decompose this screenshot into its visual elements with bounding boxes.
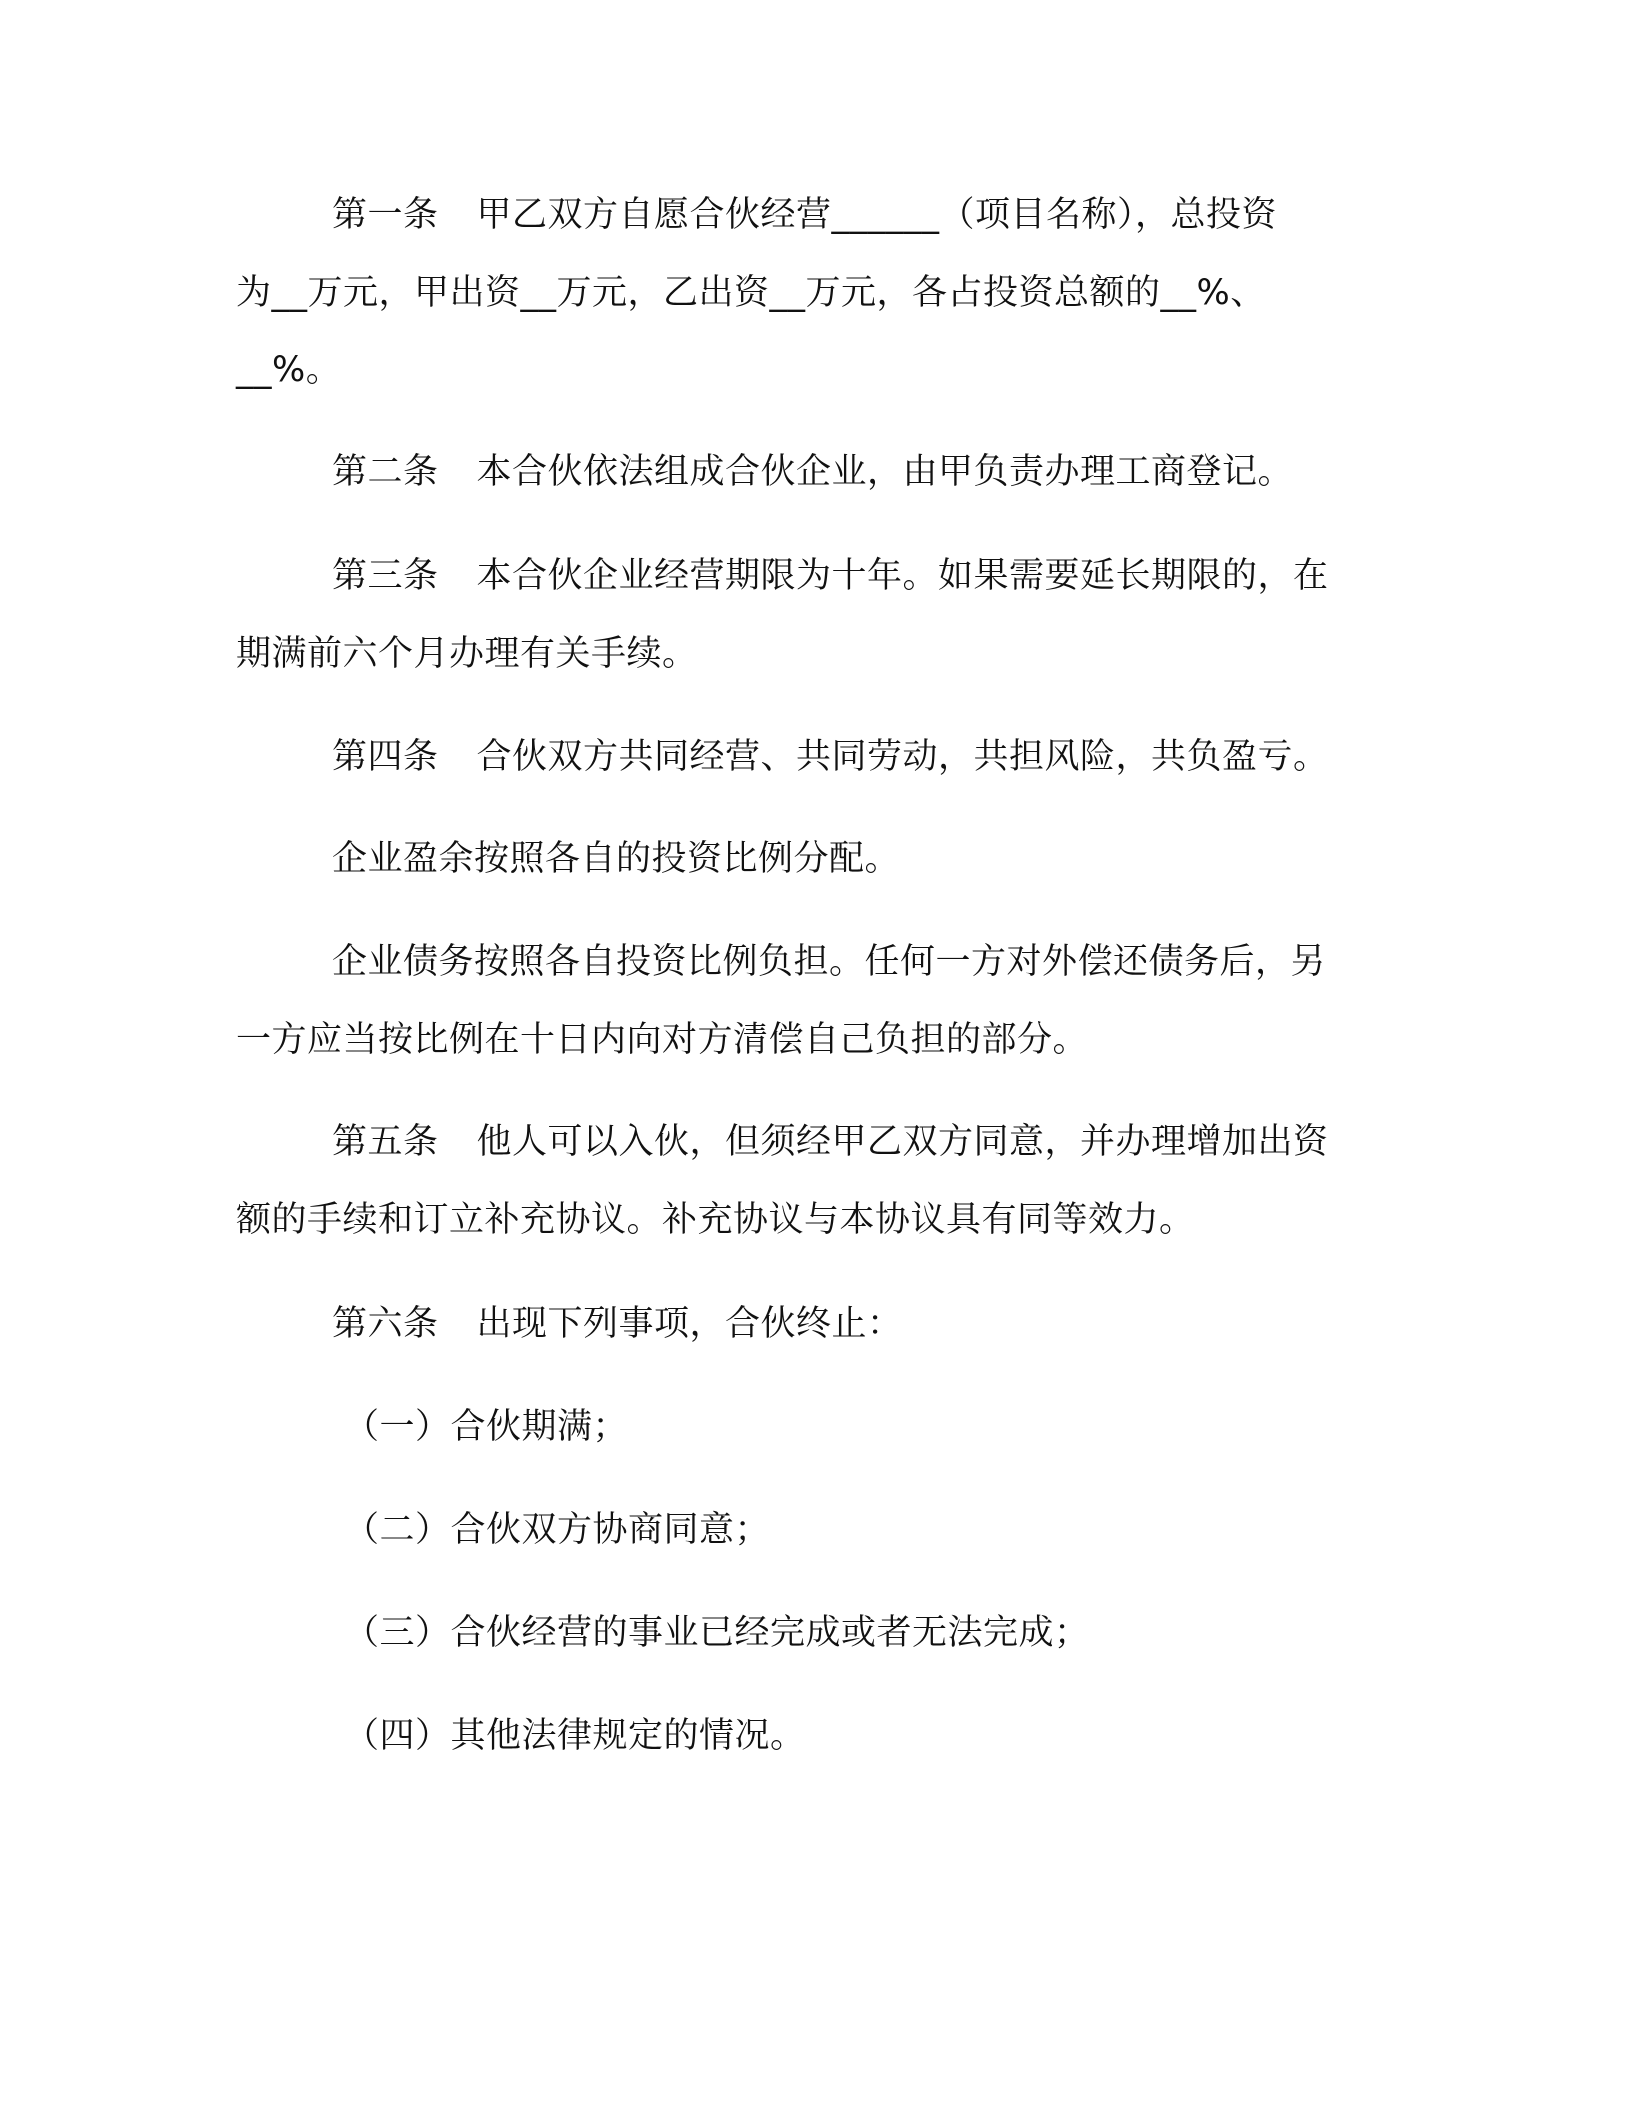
article-6-line-1 bbox=[332, 1304, 903, 1344]
article-1-line-3: __%。 bbox=[236, 350, 342, 390]
article-5-line-2: 额的手续和订立补充协议。补充协议与本协议具有同等效力。 bbox=[236, 1200, 1195, 1240]
article-6-heading: 第六条 bbox=[332, 1304, 439, 1344]
article-5-text: 他人可以入伙，但须经甲乙双方同意，并办理增加出资 bbox=[476, 1122, 1329, 1162]
article-1-line-1 bbox=[332, 195, 1278, 235]
list-item-4: （四）其他法律规定的情况。 bbox=[344, 1716, 806, 1756]
article-1-line-2: 为__万元，甲出资__万元，乙出资__万元，各占投资总额的__%、 bbox=[236, 273, 1266, 313]
article-4-heading: 第四条 bbox=[332, 737, 439, 777]
article-5-heading: 第五条 bbox=[332, 1122, 439, 1162]
article-3-heading: 第三条 bbox=[332, 556, 439, 596]
article-3-line-2: 期满前六个月办理有关手续。 bbox=[236, 634, 698, 674]
article-1-text: 甲乙双方自愿合伙经营______（项目名称），总投资 bbox=[476, 195, 1278, 235]
article-4-line-1 bbox=[332, 737, 1329, 777]
article-5-line-1 bbox=[332, 1122, 1329, 1162]
article-1-heading: 第一条 bbox=[332, 195, 439, 235]
list-item-2: （二）合伙双方协商同意； bbox=[344, 1510, 771, 1550]
list-item-1: （一）合伙期满； bbox=[344, 1407, 629, 1447]
paragraph-debt-line-1: 企业债务按照各自投资比例负担。任何一方对外偿还债务后，另 bbox=[332, 942, 1327, 982]
article-2-heading: 第二条 bbox=[332, 452, 439, 492]
article-4-text: 合伙双方共同经营、共同劳动，共担风险，共负盈亏。 bbox=[476, 737, 1329, 777]
article-3-text: 本合伙企业经营期限为十年。如果需要延长期限的，在 bbox=[476, 556, 1329, 596]
article-2-text: 本合伙依法组成合伙企业，由甲负责办理工商登记。 bbox=[476, 452, 1294, 492]
article-6-text: 出现下列事项，合伙终止： bbox=[476, 1304, 903, 1344]
paragraph-debt-line-2: 一方应当按比例在十日内向对方清偿自己负担的部分。 bbox=[236, 1020, 1089, 1060]
list-item-3: （三）合伙经营的事业已经完成或者无法完成； bbox=[344, 1613, 1090, 1653]
paragraph-surplus: 企业盈余按照各自的投资比例分配。 bbox=[332, 839, 901, 879]
article-2-line-1 bbox=[332, 452, 1294, 492]
article-3-line-1 bbox=[332, 556, 1329, 596]
